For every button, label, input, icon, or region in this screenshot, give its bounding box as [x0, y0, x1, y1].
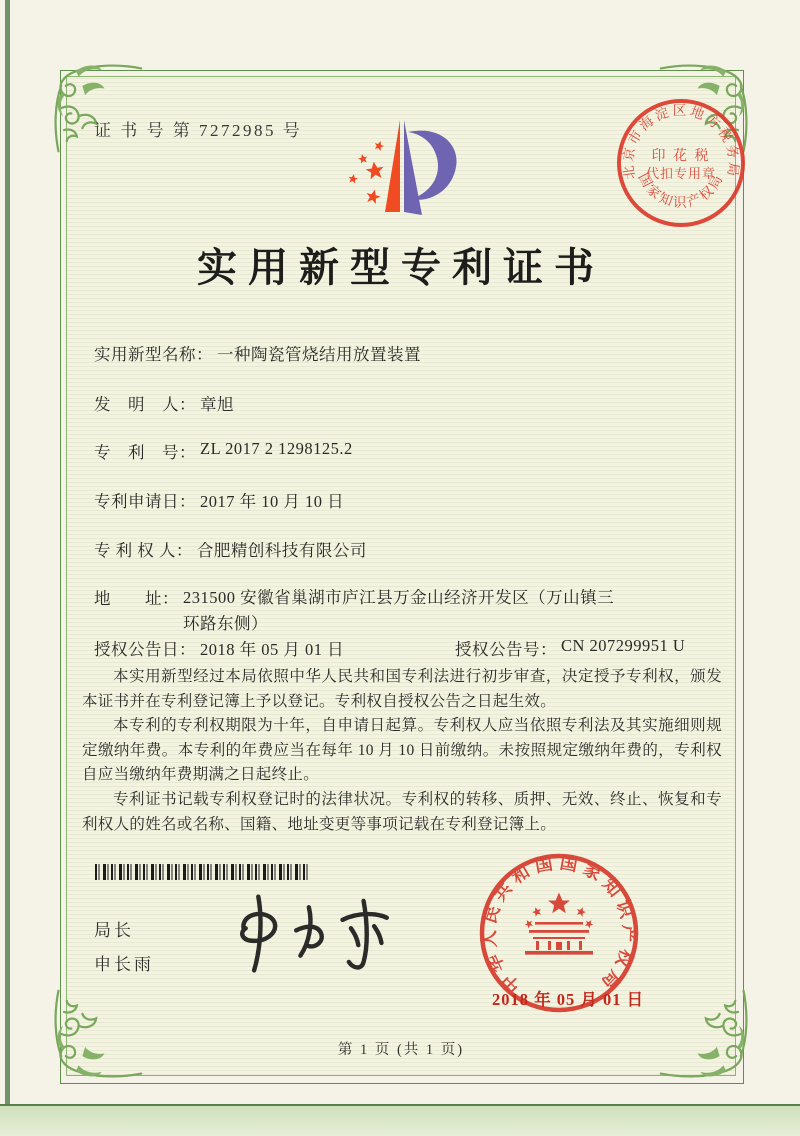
field-inventor [94, 391, 234, 415]
page-number: 第 1 页 (共 1 页) [337, 1042, 465, 1058]
legal-text [82, 665, 722, 837]
stamp-center-line1: 印 花 税 [651, 149, 711, 164]
field-grant-number [455, 636, 685, 660]
field-grant-date [94, 636, 344, 660]
field-value: CN 207299951 U [561, 636, 686, 655]
signer-role: 局长 [94, 921, 134, 940]
field-value: 2018 年 05 月 01 日 [200, 640, 345, 659]
field-value: 一种陶瓷管烧结用放置装置 [217, 345, 421, 364]
field-label: 授权公告号： [455, 640, 557, 659]
signer-name: 申长雨 [94, 955, 154, 974]
seal-date: 2018 年 05 月 01 日 [492, 990, 645, 1009]
legal-paragraph-2: 本专利的专利权期限为十年，自申请日起算。专利权人应当依照专利法及其实施细则规定缴纳年费。本专利的年费应当在每年 10 月 10 日前缴纳。未按照规定缴纳年费的，专利权自应当缴纳年费期满之日起终止。 [82, 717, 722, 784]
legal-paragraph-3: 专利证书记载专利权登记时的法律状况。专利权的转移、质押、无效、终止、恢复和专利权人的姓名或名称、国籍、地址变更等事项记载在专利登记簿上。 [82, 790, 722, 833]
stamp-ring-bottom-text: 国家知识产权局 [635, 170, 727, 210]
field-value: 合肥精创科技有限公司 [196, 541, 367, 560]
certificate-number: 证 书 号 第 7272985 号 [94, 121, 303, 140]
field-patentee [94, 537, 367, 561]
tax-stamp-seal [610, 92, 752, 234]
field-patent-number [94, 439, 353, 463]
certificate-title: 实用新型专利证书 [197, 245, 605, 290]
corner-ornament-icon [658, 988, 750, 1080]
corner-ornament-icon [52, 988, 144, 1080]
field-label: 专 利 号： [94, 443, 196, 462]
cnipa-logo-icon [328, 108, 492, 238]
seal-ring-text: 中华人民共和国国家知识产权局 [478, 852, 640, 997]
national-emblem-icon [523, 893, 595, 955]
field-address [94, 585, 619, 637]
stamp-center-line2: 代扣专用章 [645, 166, 717, 181]
barcode [95, 864, 311, 880]
field-filing-date [94, 488, 344, 512]
handwritten-signature [212, 888, 412, 978]
field-label: 发 明 人： [94, 395, 196, 414]
field-value: ZL 2017 2 1298125.2 [200, 439, 353, 458]
field-value: 章旭 [200, 395, 234, 414]
legal-paragraph-1: 本实用新型经过本局依照中华人民共和国专利法进行初步审查，决定授予专利权，颁发本证书并在专利登记簿上予以登记。专利权自授权公告之日起生效。 [82, 668, 722, 710]
scan-bottom-edge [0, 1104, 800, 1136]
field-label: 实用新型名称： [94, 345, 213, 364]
field-value: 2017 年 10 月 10 日 [200, 492, 345, 511]
stamp-ring-top-text: 北京市海淀区地方税务局 [620, 102, 742, 181]
field-utility-model-name [94, 341, 421, 365]
scan-left-edge [5, 0, 10, 1136]
field-label: 专 利 权 人： [94, 541, 193, 560]
field-label: 专利申请日： [94, 492, 196, 511]
field-label: 地 址： [94, 589, 179, 608]
field-label: 授权公告日： [94, 640, 196, 659]
field-value: 231500 安徽省巢湖市庐江县万金山经济开发区（万山镇三环路东侧） [183, 588, 615, 633]
